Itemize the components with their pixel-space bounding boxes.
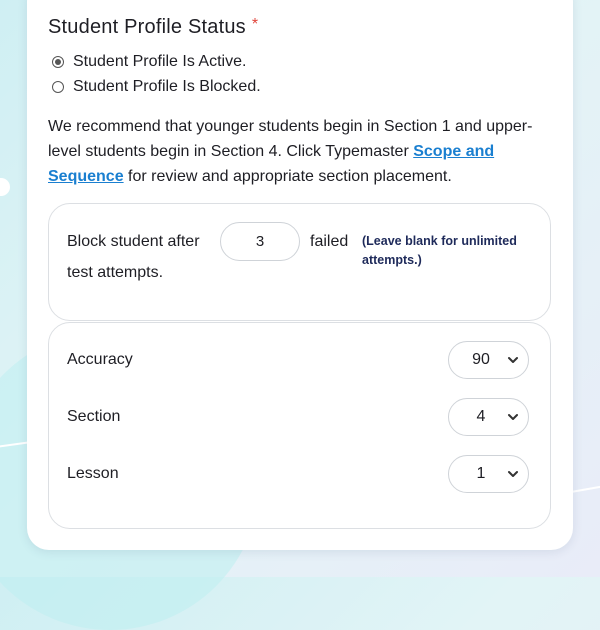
radio-button-active[interactable]: [52, 56, 64, 68]
test-attempts-label: test attempts.: [67, 264, 164, 281]
background-decoration: [0, 178, 10, 196]
unlimited-hint: (Leave blank for unlimited attempts.): [362, 234, 517, 267]
placement-description: [48, 114, 560, 189]
scope-and-sequence-link[interactable]: Scope and Sequence: [48, 143, 495, 185]
chevron-down-icon: [507, 468, 519, 480]
failed-attempts-input[interactable]: [220, 222, 300, 261]
accuracy-label: Accuracy: [67, 351, 133, 368]
status-title-text: Student Profile Status: [48, 16, 246, 38]
radio-blocked[interactable]: [52, 78, 261, 96]
required-mark: *: [251, 16, 259, 33]
section-value: 4: [476, 408, 486, 425]
block-label: Block student after: [67, 233, 200, 250]
description-text-end: for review and appropriate section placement.: [123, 168, 452, 185]
chevron-down-icon: [507, 411, 519, 423]
accuracy-select[interactable]: [448, 341, 529, 379]
accuracy-value: 90: [472, 351, 490, 368]
failed-label: failed: [310, 233, 349, 250]
background-decoration: [570, 485, 600, 493]
radio-blocked-label: Student Profile Is Blocked.: [73, 78, 261, 95]
lesson-label: Lesson: [67, 465, 119, 482]
section-select[interactable]: [448, 398, 529, 436]
radio-selected-dot: [55, 59, 61, 65]
chevron-down-icon: [507, 354, 519, 366]
radio-active[interactable]: [52, 53, 246, 71]
section-label: Section: [67, 408, 121, 425]
radio-button-blocked[interactable]: [52, 81, 64, 93]
description-text: We recommend that younger students begin in Section 1 and upper-level students begin in Section 4. Click Typemaster: [48, 118, 533, 160]
lesson-value: 1: [476, 465, 486, 482]
radio-active-label: Student Profile Is Active.: [73, 53, 247, 70]
lesson-select[interactable]: [448, 455, 529, 493]
status-title: [48, 16, 258, 39]
